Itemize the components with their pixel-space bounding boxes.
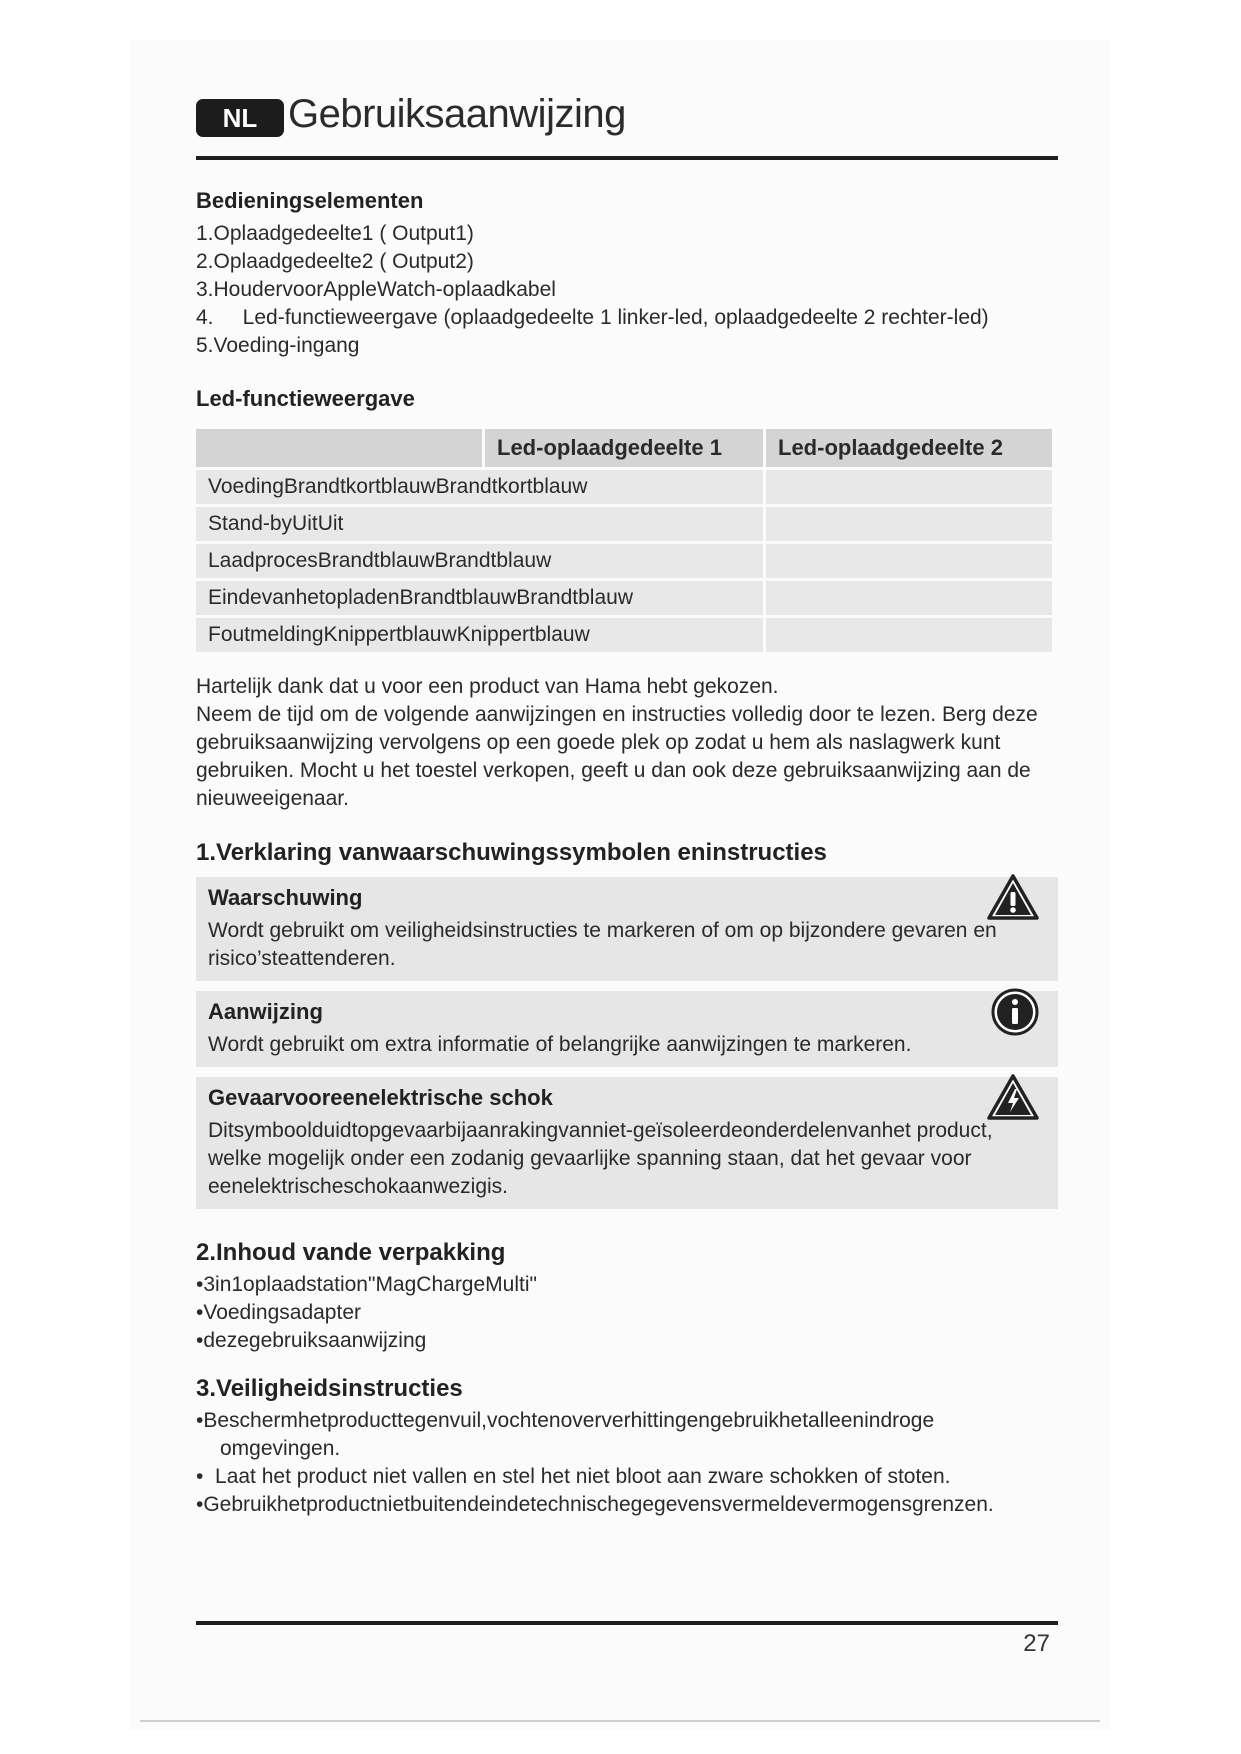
safety-list [196,1407,1058,1519]
box-title: Waarschuwing [208,885,363,910]
page-number: 27 [1023,1630,1050,1657]
warning-box [196,877,1058,981]
list-item: • Laat het product niet vallen en stel het niet bloot aan zware schokken of stoten. [196,1465,951,1488]
list-item: 5.Voeding-ingang [196,334,360,357]
scan-edge-line [140,1720,1100,1722]
info-circle-icon [990,987,1040,1042]
intro-paragraph: Neem de tijd om de volgende aanwijzingen en instructies volledig door te lezen. Berg deze gebruiksaanwijzing vervolgens op een goede plek op zodat u hem als naslagwerk kunt gebruiken. Mocht u het toestel verkopen, geeft u dan ook deze gebruiksaanwijzing aan de nieuweeigenaar. [196,703,1038,810]
info-box [196,991,1058,1067]
footer-rule [196,1621,1058,1625]
list-item: •Voedingsadapter [196,1301,361,1324]
list-item: 1.Oplaadgedeelte1 ( Output1) [196,222,474,245]
led-table [193,426,1055,655]
electric-shock-box [196,1077,1058,1209]
table-cell: Stand-byUitUit [196,507,763,541]
list-item: 2.Oplaadgedeelte2 ( Output2) [196,250,474,273]
box-text: Wordt gebruikt om veiligheidsinstructies te markeren of om op bijzondere gevaren en risico’steattenderen. [208,919,997,970]
header-rule [196,156,1058,160]
contents-heading: 2.Inhoud vande verpakking [196,1239,506,1266]
contents-section [196,1239,1058,1355]
list-item-continuation: omgevingen. [220,1437,341,1460]
controls-section [196,188,1058,360]
safety-heading: 3.Veiligheidsinstructies [196,1375,463,1402]
box-title: Aanwijzing [208,999,323,1024]
table-cell: EindevanhetopladenBrandtblauwBrandtblauw [196,581,763,615]
intro-text [196,673,1058,813]
table-row [196,470,1052,504]
table-row [196,581,1052,615]
safety-section [196,1375,1058,1519]
list-item: •Gebruikhetproductnietbuitendeindetechnischegegevensvermeldevermogensgrenzen. [196,1493,994,1516]
box-title: Gevaarvooreenelektrische schok [208,1085,553,1110]
table-header-row [196,429,1052,467]
list-item: •3in1oplaadstation"MagChargeMulti" [196,1273,537,1296]
table-cell [766,544,1052,578]
table-cell: FoutmeldingKnippertblauwKnippertblauw [196,618,763,652]
table-cell: VoedingBrandtkortblauwBrandtkortblauw [196,470,763,504]
table-header-cell: Led-oplaadgedeelte 2 [766,429,1052,467]
table-cell [766,470,1052,504]
symbols-heading: 1.Verklaring vanwaarschuwingssymbolen eninstructies [196,839,827,866]
contents-list [196,1271,1058,1355]
led-section [196,386,1058,655]
list-item: 4. Led-functieweergave (oplaadgedeelte 1 linker-led, oplaadgedeelte 2 rechter-led) [196,306,989,329]
table-cell: LaadprocesBrandtblauwBrandtblauw [196,544,763,578]
table-cell [766,507,1052,541]
page-content [196,84,1058,1519]
table-row [196,618,1052,652]
table-cell [766,618,1052,652]
box-text: Wordt gebruikt om extra informatie of belangrijke aanwijzingen te markeren. [208,1033,912,1056]
box-text: Ditsymboolduidtopgevaarbijaanrakingvanniet-geïsoleerdeonderdelenvanhet product, welke mogelijk onder een zodanig gevaarlijke spanning staan, dat het gevaar voor eenelektrischeschokaanwezigis. [208,1119,993,1198]
symbols-section [196,839,1058,1209]
electric-shock-icon [986,1073,1040,1126]
document-title: Gebruiksaanwijzing [288,91,626,136]
warning-triangle-icon [986,873,1040,926]
table-row [196,544,1052,578]
table-cell [766,581,1052,615]
led-heading: Led-functieweergave [196,386,415,411]
table-header-cell: Led-oplaadgedeelte 1 [485,429,763,467]
page-header [196,84,1058,144]
list-item: •Beschermhetproducttegenvuil,vochtenoververhittingengebruikhetalleenindroge [196,1409,935,1432]
language-badge: NL [196,99,284,137]
table-header-cell [196,429,482,467]
list-item: •dezegebruiksaanwijzing [196,1329,427,1352]
controls-heading: Bedieningselementen [196,188,424,213]
controls-list [196,220,1058,360]
table-row [196,507,1052,541]
list-item: 3.HoudervoorAppleWatch-oplaadkabel [196,278,556,301]
intro-line: Hartelijk dank dat u voor een product van Hama hebt gekozen. [196,675,779,698]
